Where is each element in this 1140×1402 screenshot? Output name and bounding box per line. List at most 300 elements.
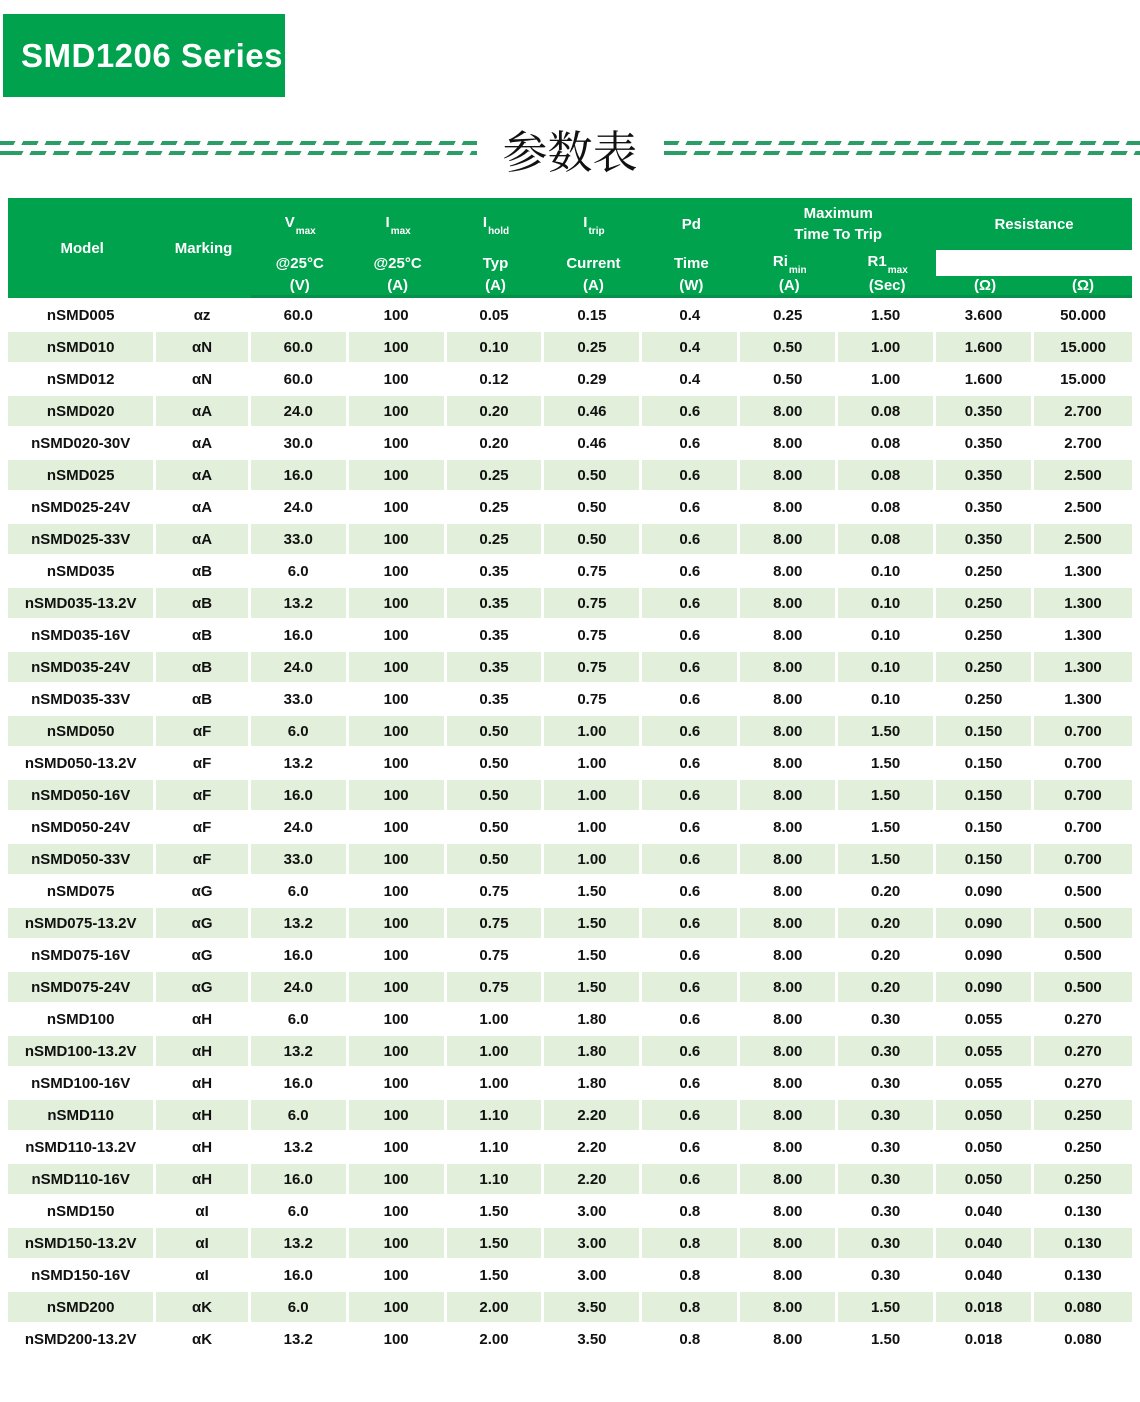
cell-model: nSMD020 xyxy=(8,394,156,426)
cell-imax: 100 xyxy=(349,778,447,810)
cell-trip-current: 0.50 xyxy=(740,330,838,362)
table-row xyxy=(8,650,1132,682)
cell-r1max: 0.700 xyxy=(1034,714,1132,746)
table-row xyxy=(8,362,1132,394)
subheader-itrip-cond: @25°C xyxy=(349,250,447,276)
cell-r1max: 2.700 xyxy=(1034,394,1132,426)
cell-trip-current: 8.00 xyxy=(740,938,838,970)
cell-rimin: 0.090 xyxy=(936,970,1034,1002)
cell-pd: 0.8 xyxy=(642,1290,740,1322)
cell-model: nSMD150-13.2V xyxy=(8,1226,156,1258)
subheader-r1max: $R1_{max}$ xyxy=(838,250,936,276)
table-row xyxy=(8,714,1132,746)
cell-trip-time: 0.30 xyxy=(838,1258,936,1290)
cell-model: nSMD035-24V xyxy=(8,650,156,682)
cell-vmax: 33.0 xyxy=(251,522,349,554)
cell-imax: 100 xyxy=(349,906,447,938)
cell-trip-current: 8.00 xyxy=(740,1194,838,1226)
cell-imax: 100 xyxy=(349,1162,447,1194)
cell-pd: 0.4 xyxy=(642,330,740,362)
cell-rimin: 0.050 xyxy=(936,1098,1034,1130)
cell-trip-current: 8.00 xyxy=(740,970,838,1002)
cell-ihold: 0.10 xyxy=(447,330,545,362)
cell-vmax: 16.0 xyxy=(251,778,349,810)
cell-r1max: 0.270 xyxy=(1034,1002,1132,1034)
cell-trip-time: 0.30 xyxy=(838,1162,936,1194)
cell-trip-time: 1.00 xyxy=(838,362,936,394)
cell-ihold: 1.50 xyxy=(447,1194,545,1226)
table-row xyxy=(8,1066,1132,1098)
cell-rimin: 0.250 xyxy=(936,682,1034,714)
cell-imax: 100 xyxy=(349,426,447,458)
cell-trip-current: 8.00 xyxy=(740,522,838,554)
cell-trip-time: 0.08 xyxy=(838,394,936,426)
cell-marking: αF xyxy=(156,778,250,810)
cell-imax: 100 xyxy=(349,1290,447,1322)
cell-r1max: 1.300 xyxy=(1034,682,1132,714)
cell-rimin: 0.150 xyxy=(936,810,1034,842)
table-row xyxy=(8,682,1132,714)
cell-ihold: 0.35 xyxy=(447,554,545,586)
cell-vmax: 16.0 xyxy=(251,458,349,490)
col-header-model: Model xyxy=(8,198,156,298)
cell-rimin: 0.090 xyxy=(936,874,1034,906)
table-row xyxy=(8,522,1132,554)
table-row xyxy=(8,810,1132,842)
cell-ihold: 0.50 xyxy=(447,810,545,842)
cell-imax: 100 xyxy=(349,970,447,1002)
unit-time: (Sec) xyxy=(838,276,936,298)
cell-itrip: 0.46 xyxy=(544,426,642,458)
cell-ihold: 1.00 xyxy=(447,1002,545,1034)
cell-rimin: 0.055 xyxy=(936,1034,1034,1066)
cell-model: nSMD150-16V xyxy=(8,1258,156,1290)
cell-pd: 0.6 xyxy=(642,1098,740,1130)
cell-r1max: 0.130 xyxy=(1034,1226,1132,1258)
cell-vmax: 30.0 xyxy=(251,426,349,458)
cell-pd: 0.6 xyxy=(642,1130,740,1162)
cell-rimin: 0.055 xyxy=(936,1002,1034,1034)
table-row xyxy=(8,490,1132,522)
cell-pd: 0.6 xyxy=(642,650,740,682)
cell-trip-time: 1.00 xyxy=(838,330,936,362)
cell-trip-current: 8.00 xyxy=(740,746,838,778)
cell-pd: 0.8 xyxy=(642,1258,740,1290)
cell-marking: αH xyxy=(156,1130,250,1162)
cell-marking: αH xyxy=(156,1002,250,1034)
cell-trip-current: 8.00 xyxy=(740,1226,838,1258)
cell-vmax: 60.0 xyxy=(251,362,349,394)
cell-marking: αB xyxy=(156,586,250,618)
cell-itrip: 2.20 xyxy=(544,1130,642,1162)
table-row xyxy=(8,618,1132,650)
cell-trip-time: 0.30 xyxy=(838,1226,936,1258)
cell-imax: 100 xyxy=(349,1226,447,1258)
cell-trip-current: 8.00 xyxy=(740,490,838,522)
cell-marking: αB xyxy=(156,554,250,586)
cell-model: nSMD100-16V xyxy=(8,1066,156,1098)
cell-rimin: 0.150 xyxy=(936,714,1034,746)
cell-model: nSMD110 xyxy=(8,1098,156,1130)
unit-rimin: (Ω) xyxy=(936,276,1034,298)
cell-r1max: 0.500 xyxy=(1034,906,1132,938)
cell-marking: αA xyxy=(156,394,250,426)
cell-imax: 100 xyxy=(349,1322,447,1354)
cell-r1max: 15.000 xyxy=(1034,362,1132,394)
table-row xyxy=(8,1002,1132,1034)
cell-rimin: 0.150 xyxy=(936,842,1034,874)
cell-vmax: 13.2 xyxy=(251,746,349,778)
cell-marking: αG xyxy=(156,970,250,1002)
series-banner-title: SMD1206 Series xyxy=(21,36,283,74)
cell-itrip: 1.80 xyxy=(544,1002,642,1034)
cell-trip-time: 1.50 xyxy=(838,714,936,746)
cell-model: nSMD150 xyxy=(8,1194,156,1226)
cell-model: nSMD100-13.2V xyxy=(8,1034,156,1066)
table-row xyxy=(8,1130,1132,1162)
cell-marking: αA xyxy=(156,426,250,458)
cell-marking: αF xyxy=(156,810,250,842)
cell-rimin: 0.250 xyxy=(936,650,1034,682)
cell-imax: 100 xyxy=(349,394,447,426)
cell-r1max: 2.500 xyxy=(1034,522,1132,554)
cell-trip-current: 0.25 xyxy=(740,298,838,330)
cell-r1max: 0.700 xyxy=(1034,778,1132,810)
cell-model: nSMD110-16V xyxy=(8,1162,156,1194)
cell-itrip: 3.00 xyxy=(544,1226,642,1258)
cell-imax: 100 xyxy=(349,362,447,394)
cell-vmax: 60.0 xyxy=(251,330,349,362)
cell-itrip: 1.80 xyxy=(544,1066,642,1098)
section-title-row xyxy=(0,118,1140,178)
cell-ihold: 0.25 xyxy=(447,490,545,522)
cell-r1max: 0.080 xyxy=(1034,1290,1132,1322)
cell-pd: 0.4 xyxy=(642,362,740,394)
cell-vmax: 13.2 xyxy=(251,586,349,618)
cell-ihold: 2.00 xyxy=(447,1290,545,1322)
cell-rimin: 0.090 xyxy=(936,906,1034,938)
cell-pd: 0.4 xyxy=(642,298,740,330)
cell-pd: 0.6 xyxy=(642,842,740,874)
cell-marking: αB xyxy=(156,682,250,714)
cell-itrip: 1.50 xyxy=(544,970,642,1002)
cell-trip-current: 8.00 xyxy=(740,842,838,874)
table-header xyxy=(8,198,1132,298)
cell-ihold: 1.00 xyxy=(447,1066,545,1098)
cell-trip-time: 0.08 xyxy=(838,522,936,554)
cell-itrip: 1.00 xyxy=(544,778,642,810)
cell-itrip: 3.00 xyxy=(544,1258,642,1290)
cell-ihold: 0.12 xyxy=(447,362,545,394)
cell-imax: 100 xyxy=(349,1194,447,1226)
cell-pd: 0.6 xyxy=(642,778,740,810)
cell-pd: 0.8 xyxy=(642,1322,740,1354)
cell-r1max: 1.300 xyxy=(1034,650,1132,682)
cell-marking: αN xyxy=(156,330,250,362)
cell-marking: αz xyxy=(156,298,250,330)
cell-rimin: 1.600 xyxy=(936,330,1034,362)
cell-marking: αA xyxy=(156,458,250,490)
cell-ihold: 0.50 xyxy=(447,746,545,778)
cell-imax: 100 xyxy=(349,682,447,714)
cell-marking: αG xyxy=(156,938,250,970)
cell-trip-current: 8.00 xyxy=(740,1034,838,1066)
cell-r1max: 1.300 xyxy=(1034,554,1132,586)
cell-imax: 100 xyxy=(349,714,447,746)
cell-trip-current: 8.00 xyxy=(740,426,838,458)
cell-r1max: 0.250 xyxy=(1034,1098,1132,1130)
cell-trip-current: 8.00 xyxy=(740,810,838,842)
cell-ihold: 0.50 xyxy=(447,778,545,810)
cell-trip-current: 8.00 xyxy=(740,906,838,938)
cell-ihold: 1.10 xyxy=(447,1098,545,1130)
cell-marking: αB xyxy=(156,618,250,650)
cell-vmax: 6.0 xyxy=(251,1098,349,1130)
cell-trip-current: 8.00 xyxy=(740,778,838,810)
cell-r1max: 1.300 xyxy=(1034,618,1132,650)
cell-r1max: 0.270 xyxy=(1034,1034,1132,1066)
cell-trip-time: 1.50 xyxy=(838,842,936,874)
cell-model: nSMD200-13.2V xyxy=(8,1322,156,1354)
cell-vmax: 24.0 xyxy=(251,490,349,522)
cell-trip-current: 0.50 xyxy=(740,362,838,394)
cell-trip-time: 0.10 xyxy=(838,554,936,586)
cell-ihold: 0.35 xyxy=(447,586,545,618)
group-header-max-time-to-trip: Maximum Time To Trip xyxy=(740,198,936,250)
cell-trip-current: 8.00 xyxy=(740,1066,838,1098)
cell-imax: 100 xyxy=(349,938,447,970)
decorative-dashes-left xyxy=(0,141,477,155)
cell-r1max: 0.080 xyxy=(1034,1322,1132,1354)
dash-line xyxy=(664,141,1140,145)
cell-vmax: 24.0 xyxy=(251,394,349,426)
cell-marking: αF xyxy=(156,746,250,778)
subheader-time: Time xyxy=(642,250,740,276)
cell-vmax: 6.0 xyxy=(251,714,349,746)
cell-vmax: 24.0 xyxy=(251,970,349,1002)
cell-pd: 0.6 xyxy=(642,906,740,938)
cell-marking: αK xyxy=(156,1322,250,1354)
cell-vmax: 6.0 xyxy=(251,554,349,586)
cell-rimin: 0.150 xyxy=(936,746,1034,778)
group-header-resistance: Resistance xyxy=(936,198,1132,250)
cell-rimin: 0.018 xyxy=(936,1290,1034,1322)
cell-trip-time: 0.08 xyxy=(838,426,936,458)
cell-pd: 0.6 xyxy=(642,810,740,842)
cell-vmax: 13.2 xyxy=(251,1226,349,1258)
cell-imax: 100 xyxy=(349,618,447,650)
cell-itrip: 3.00 xyxy=(544,1194,642,1226)
cell-vmax: 6.0 xyxy=(251,1194,349,1226)
cell-trip-current: 8.00 xyxy=(740,1130,838,1162)
cell-trip-current: 8.00 xyxy=(740,394,838,426)
cell-model: nSMD035-13.2V xyxy=(8,586,156,618)
unit-ihold: (A) xyxy=(447,276,545,298)
cell-marking: αA xyxy=(156,522,250,554)
cell-rimin: 0.150 xyxy=(936,778,1034,810)
table-row xyxy=(8,746,1132,778)
table-row xyxy=(8,906,1132,938)
cell-rimin: 0.250 xyxy=(936,586,1034,618)
cell-itrip: 1.50 xyxy=(544,874,642,906)
cell-imax: 100 xyxy=(349,1002,447,1034)
cell-trip-time: 0.20 xyxy=(838,906,936,938)
cell-itrip: 0.75 xyxy=(544,650,642,682)
cell-rimin: 0.350 xyxy=(936,458,1034,490)
cell-trip-current: 8.00 xyxy=(740,1290,838,1322)
cell-vmax: 33.0 xyxy=(251,842,349,874)
cell-marking: αI xyxy=(156,1226,250,1258)
table-row xyxy=(8,778,1132,810)
subheader-rimin: $Ri_{min}$ xyxy=(740,250,838,276)
cell-trip-time: 0.10 xyxy=(838,682,936,714)
unit-pd: (W) xyxy=(642,276,740,298)
cell-itrip: 0.50 xyxy=(544,490,642,522)
cell-itrip: 0.46 xyxy=(544,394,642,426)
cell-model: nSMD050-13.2V xyxy=(8,746,156,778)
cell-r1max: 0.500 xyxy=(1034,874,1132,906)
cell-marking: αG xyxy=(156,874,250,906)
cell-pd: 0.6 xyxy=(642,522,740,554)
cell-rimin: 0.350 xyxy=(936,490,1034,522)
cell-itrip: 0.29 xyxy=(544,362,642,394)
dash-line xyxy=(0,141,477,145)
cell-trip-time: 0.08 xyxy=(838,490,936,522)
dash-line xyxy=(0,151,477,155)
cell-rimin: 0.350 xyxy=(936,394,1034,426)
cell-imax: 100 xyxy=(349,554,447,586)
cell-ihold: 0.25 xyxy=(447,458,545,490)
cell-imax: 100 xyxy=(349,1130,447,1162)
cell-pd: 0.8 xyxy=(642,1226,740,1258)
cell-ihold: 1.50 xyxy=(447,1258,545,1290)
cell-itrip: 0.25 xyxy=(544,330,642,362)
subheader-current: Current xyxy=(544,250,642,276)
cell-r1max: 0.500 xyxy=(1034,970,1132,1002)
table-row xyxy=(8,394,1132,426)
cell-vmax: 13.2 xyxy=(251,1322,349,1354)
cell-trip-current: 8.00 xyxy=(740,554,838,586)
cell-trip-time: 1.50 xyxy=(838,810,936,842)
cell-imax: 100 xyxy=(349,746,447,778)
cell-rimin: 1.600 xyxy=(936,362,1034,394)
cell-trip-time: 1.50 xyxy=(838,1322,936,1354)
cell-itrip: 1.00 xyxy=(544,842,642,874)
cell-r1max: 2.500 xyxy=(1034,458,1132,490)
cell-marking: αF xyxy=(156,714,250,746)
cell-model: nSMD200 xyxy=(8,1290,156,1322)
cell-trip-time: 0.30 xyxy=(838,1066,936,1098)
cell-trip-current: 8.00 xyxy=(740,874,838,906)
cell-vmax: 16.0 xyxy=(251,1066,349,1098)
parameters-table xyxy=(8,198,1132,1354)
cell-rimin: 0.040 xyxy=(936,1226,1034,1258)
unit-itrip: (A) xyxy=(544,276,642,298)
cell-vmax: 13.2 xyxy=(251,906,349,938)
cell-pd: 0.8 xyxy=(642,1194,740,1226)
cell-ihold: 0.35 xyxy=(447,682,545,714)
table-row xyxy=(8,554,1132,586)
cell-model: nSMD075 xyxy=(8,874,156,906)
cell-trip-time: 0.30 xyxy=(838,1098,936,1130)
table-row xyxy=(8,1226,1132,1258)
cell-r1max: 0.700 xyxy=(1034,746,1132,778)
cell-itrip: 0.75 xyxy=(544,682,642,714)
cell-model: nSMD012 xyxy=(8,362,156,394)
series-banner xyxy=(3,14,285,97)
cell-itrip: 1.80 xyxy=(544,1034,642,1066)
cell-rimin: 0.090 xyxy=(936,938,1034,970)
table-row xyxy=(8,970,1132,1002)
cell-trip-current: 8.00 xyxy=(740,1258,838,1290)
cell-imax: 100 xyxy=(349,1034,447,1066)
cell-imax: 100 xyxy=(349,650,447,682)
table-row xyxy=(8,1322,1132,1354)
cell-imax: 100 xyxy=(349,490,447,522)
cell-vmax: 24.0 xyxy=(251,650,349,682)
cell-r1max: 1.300 xyxy=(1034,586,1132,618)
table-row xyxy=(8,874,1132,906)
cell-itrip: 1.00 xyxy=(544,746,642,778)
cell-pd: 0.6 xyxy=(642,938,740,970)
cell-model: nSMD025-33V xyxy=(8,522,156,554)
cell-rimin: 0.350 xyxy=(936,522,1034,554)
cell-trip-current: 8.00 xyxy=(740,650,838,682)
cell-trip-time: 1.50 xyxy=(838,746,936,778)
cell-trip-current: 8.00 xyxy=(740,1162,838,1194)
cell-trip-time: 0.20 xyxy=(838,874,936,906)
cell-itrip: 0.50 xyxy=(544,458,642,490)
cell-pd: 0.6 xyxy=(642,426,740,458)
table-row xyxy=(8,842,1132,874)
cell-model: nSMD005 xyxy=(8,298,156,330)
cell-ihold: 0.75 xyxy=(447,874,545,906)
cell-model: nSMD025-24V xyxy=(8,490,156,522)
cell-imax: 100 xyxy=(349,330,447,362)
cell-trip-current: 8.00 xyxy=(740,586,838,618)
cell-pd: 0.6 xyxy=(642,618,740,650)
cell-vmax: 6.0 xyxy=(251,874,349,906)
cell-vmax: 13.2 xyxy=(251,1034,349,1066)
cell-pd: 0.6 xyxy=(642,1034,740,1066)
cell-trip-current: 8.00 xyxy=(740,714,838,746)
decorative-dashes-right xyxy=(664,141,1140,155)
cell-rimin: 0.050 xyxy=(936,1162,1034,1194)
cell-rimin: 0.350 xyxy=(936,426,1034,458)
table-row xyxy=(8,1162,1132,1194)
cell-model: nSMD035 xyxy=(8,554,156,586)
cell-r1max: 0.700 xyxy=(1034,842,1132,874)
cell-ihold: 0.75 xyxy=(447,938,545,970)
cell-trip-current: 8.00 xyxy=(740,1098,838,1130)
cell-r1max: 2.500 xyxy=(1034,490,1132,522)
cell-vmax: 16.0 xyxy=(251,938,349,970)
cell-itrip: 2.20 xyxy=(544,1162,642,1194)
cell-trip-time: 0.10 xyxy=(838,586,936,618)
cell-marking: αH xyxy=(156,1066,250,1098)
cell-imax: 100 xyxy=(349,874,447,906)
dash-line xyxy=(664,151,1140,155)
cell-r1max: 50.000 xyxy=(1034,298,1132,330)
cell-vmax: 24.0 xyxy=(251,810,349,842)
cell-trip-time: 0.08 xyxy=(838,458,936,490)
cell-itrip: 3.50 xyxy=(544,1322,642,1354)
cell-pd: 0.6 xyxy=(642,746,740,778)
table-row xyxy=(8,1194,1132,1226)
cell-model: nSMD020-30V xyxy=(8,426,156,458)
cell-model: nSMD050 xyxy=(8,714,156,746)
table-row xyxy=(8,1258,1132,1290)
